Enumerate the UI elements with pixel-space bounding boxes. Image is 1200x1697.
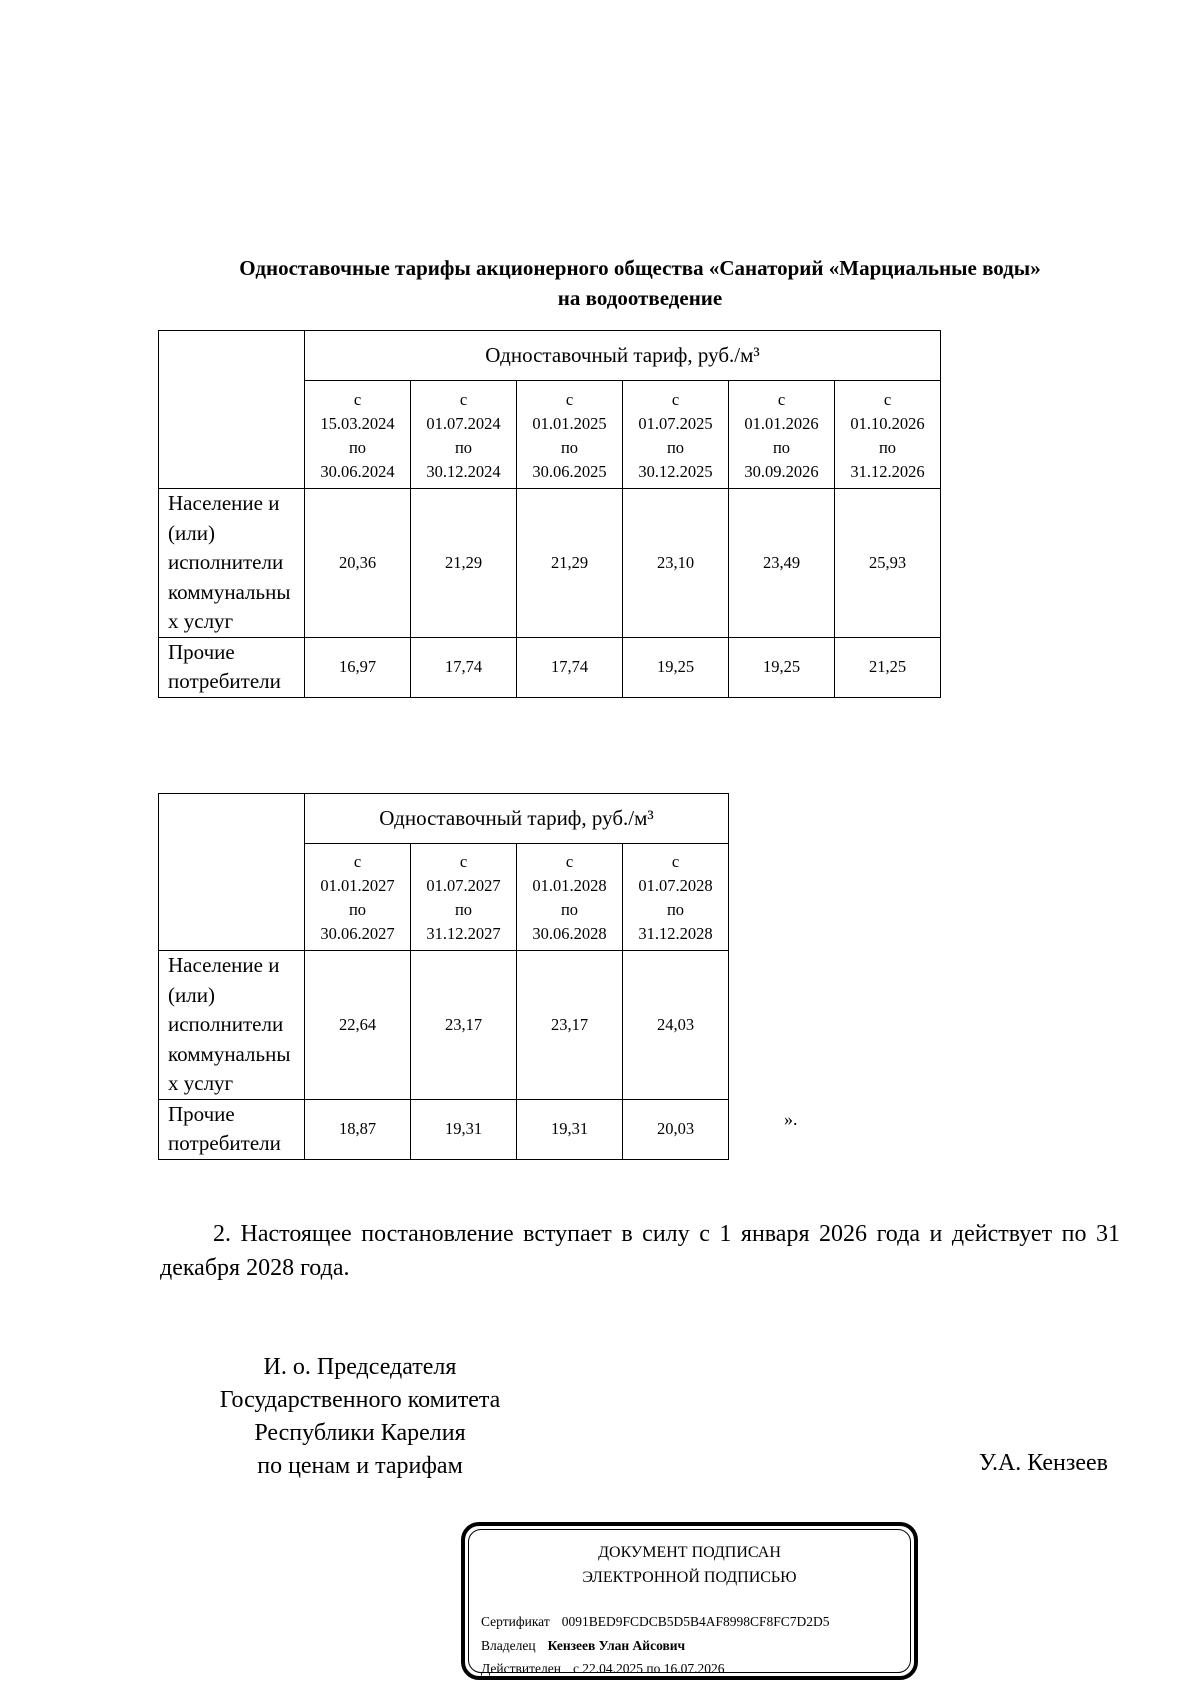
period-to-label: по <box>454 900 473 919</box>
document-title <box>160 253 1120 313</box>
position-line: И. о. Председателя <box>263 1354 457 1380</box>
stamp-heading <box>469 1540 910 1590</box>
closing-quote: ». <box>784 1109 798 1129</box>
period-from: 01.07.2027 <box>426 876 501 895</box>
period-to: 30.06.2025 <box>532 461 607 481</box>
tariff-table-2027-2028 <box>158 793 729 1160</box>
period-header <box>411 381 517 489</box>
tariff-value: 23,17 <box>517 951 623 1100</box>
tariff-value: 23,17 <box>411 951 517 1100</box>
table-row <box>159 1099 729 1159</box>
tariff-value: 19,25 <box>729 637 835 697</box>
tariff-value: 21,29 <box>411 489 517 638</box>
tariff-value: 17,74 <box>517 637 623 697</box>
tariff-value: 24,03 <box>623 951 729 1100</box>
period-from-label: с <box>459 852 468 871</box>
corner-cell <box>159 331 305 489</box>
stamp-owner-row <box>481 1638 685 1654</box>
period-from: 01.01.2027 <box>320 876 395 895</box>
tariff-value: 17,74 <box>411 637 517 697</box>
corner-cell <box>159 794 305 951</box>
period-to: 31.12.2028 <box>638 924 713 943</box>
stamp-heading-line-1: ДОКУМЕНТ ПОДПИСАН <box>598 1544 781 1561</box>
owner-label: Владелец <box>481 1638 536 1653</box>
period-to-label: по <box>348 437 367 457</box>
consumer-category: Прочие потребители <box>159 637 305 697</box>
period-from: 01.10.2026 <box>850 413 925 433</box>
validity-value: с 22.04.2025 по 16.07.2026 <box>572 1661 725 1676</box>
period-to-label: по <box>560 900 579 919</box>
tariff-value: 19,31 <box>411 1099 517 1159</box>
period-from-label: с <box>671 852 680 871</box>
period-header <box>729 381 835 489</box>
period-header <box>623 844 729 951</box>
period-from: 01.01.2026 <box>744 413 819 433</box>
table-row <box>159 637 941 697</box>
period-from: 01.07.2025 <box>638 413 713 433</box>
table-row <box>159 951 729 1100</box>
certificate-value: 0091BED9FCDCB5D5B4AF8998CF8FC7D2D5 <box>561 1614 830 1629</box>
tariff-value: 19,25 <box>623 637 729 697</box>
period-to-label: по <box>454 437 473 457</box>
certificate-label: Сертификат <box>481 1614 550 1629</box>
period-from-label: с <box>777 389 786 409</box>
tariff-value: 23,49 <box>729 489 835 638</box>
table-caption: Одноставочный тариф, руб./м³ <box>305 331 941 381</box>
stamp-validity-row <box>481 1661 725 1677</box>
period-header <box>835 381 941 489</box>
period-from-label: с <box>565 852 574 871</box>
position-line: Государственного комитета <box>219 1387 501 1413</box>
tariff-value: 18,87 <box>305 1099 411 1159</box>
signatory-position <box>160 1351 560 1483</box>
table-caption: Одноставочный тариф, руб./м³ <box>305 794 729 844</box>
period-from-label: с <box>565 389 574 409</box>
period-to: 31.12.2026 <box>850 461 925 481</box>
consumer-category: Население и (или) исполнители коммунальны х услуг <box>159 951 305 1100</box>
period-header <box>305 381 411 489</box>
period-from-label: с <box>883 389 892 409</box>
period-to-label: по <box>348 900 367 919</box>
period-from: 15.03.2024 <box>320 413 395 433</box>
period-header <box>517 381 623 489</box>
period-header <box>623 381 729 489</box>
period-to: 31.12.2027 <box>426 924 501 943</box>
tariff-value: 23,10 <box>623 489 729 638</box>
period-header <box>305 844 411 951</box>
title-line-1: Одноставочные тарифы акционерного общества «Санаторий «Марциальные воды» <box>239 256 1041 280</box>
period-to: 30.12.2024 <box>426 461 501 481</box>
tariff-value: 21,25 <box>835 637 941 697</box>
tariff-value: 22,64 <box>305 951 411 1100</box>
period-to: 30.06.2024 <box>320 461 395 481</box>
position-line: Республики Карелия <box>254 1420 466 1446</box>
period-to-label: по <box>772 437 791 457</box>
period-from: 01.07.2024 <box>426 413 501 433</box>
title-line-2: на водоотведение <box>557 286 723 310</box>
tariff-value: 20,03 <box>623 1099 729 1159</box>
electronic-signature-stamp <box>461 1522 918 1680</box>
stamp-heading-line-2: ЭЛЕКТРОННОЙ ПОДПИСЬЮ <box>582 1569 797 1586</box>
period-to-label: по <box>666 437 685 457</box>
owner-value: Кензеев Улан Айсович <box>547 1638 686 1653</box>
period-from: 01.07.2028 <box>638 876 713 895</box>
period-from-label: с <box>671 389 680 409</box>
period-to-label: по <box>560 437 579 457</box>
tariff-value: 16,97 <box>305 637 411 697</box>
position-line: по ценам и тарифам <box>257 1453 463 1479</box>
period-from: 01.01.2025 <box>532 413 607 433</box>
table-row <box>159 489 941 638</box>
period-from: 01.01.2028 <box>532 876 607 895</box>
period-from-label: с <box>459 389 468 409</box>
stamp-inner-border <box>468 1529 911 1676</box>
effective-date-paragraph: 2. Настоящее постановление вступает в силу с 1 января 2026 года и действует по 31 декабря 2028 года. <box>160 1221 1120 1281</box>
period-header <box>517 844 623 951</box>
tariff-table-2024-2026 <box>158 330 941 698</box>
period-from-label: с <box>353 852 362 871</box>
stamp-certificate-row <box>481 1614 830 1630</box>
tariff-value: 19,31 <box>517 1099 623 1159</box>
tariff-value: 25,93 <box>835 489 941 638</box>
period-to: 30.09.2026 <box>744 461 819 481</box>
period-to: 30.06.2027 <box>320 924 395 943</box>
validity-label: Действителен <box>481 1661 561 1676</box>
signatory-name: У.А. Кензеев <box>978 1450 1108 1476</box>
period-to-label: по <box>666 900 685 919</box>
tariff-value: 20,36 <box>305 489 411 638</box>
period-from-label: с <box>353 389 362 409</box>
tariff-value: 21,29 <box>517 489 623 638</box>
period-header <box>411 844 517 951</box>
period-to-label: по <box>878 437 897 457</box>
period-to: 30.12.2025 <box>638 461 713 481</box>
consumer-category: Прочие потребители <box>159 1099 305 1159</box>
consumer-category: Население и (или) исполнители коммунальны х услуг <box>159 489 305 638</box>
period-to: 30.06.2028 <box>532 924 607 943</box>
